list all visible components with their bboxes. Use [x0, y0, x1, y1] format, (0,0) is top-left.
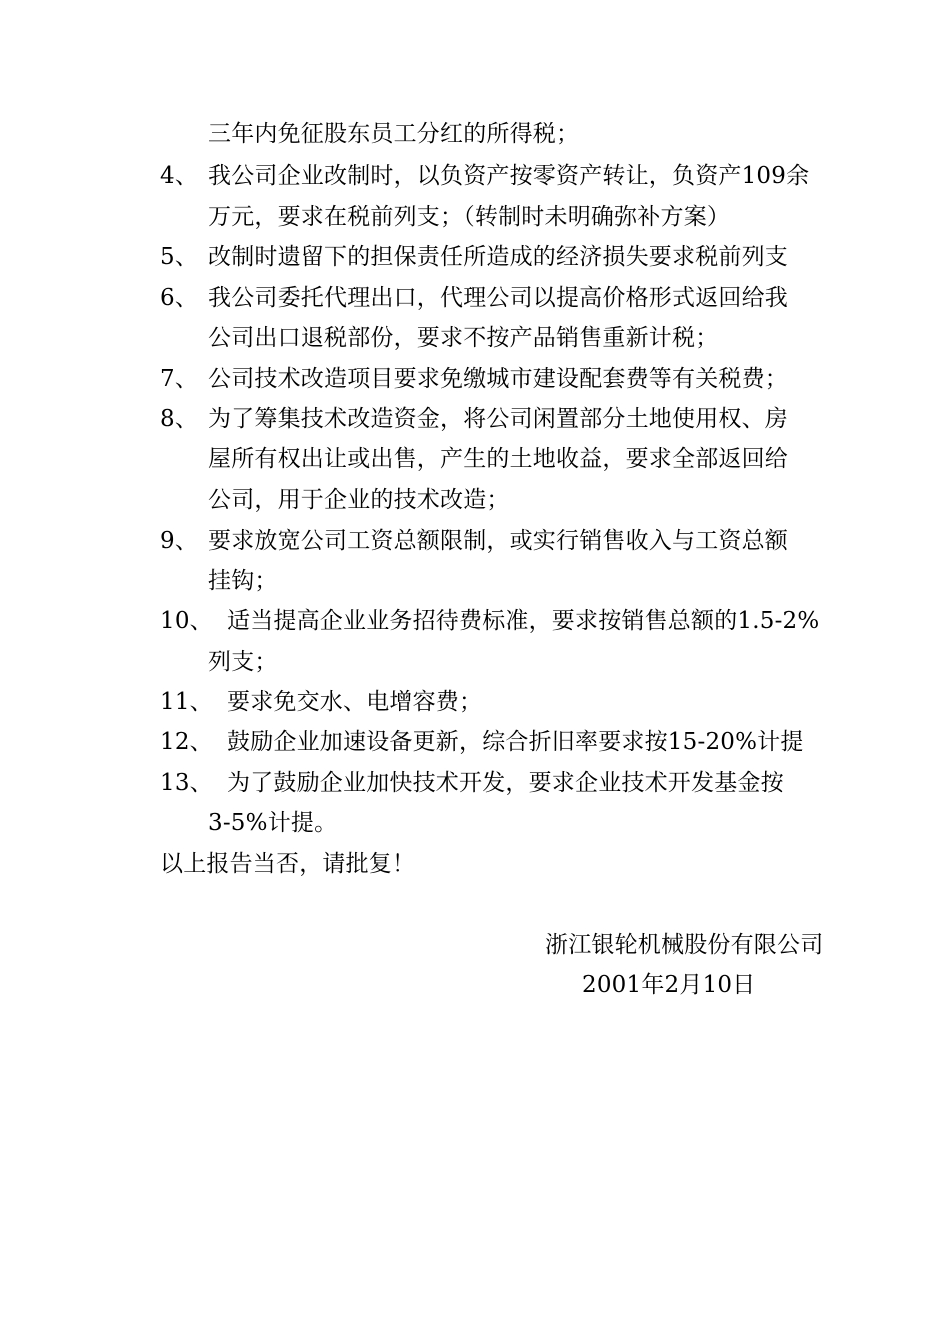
item-line: 要求放宽公司工资总额限制，或实行销售收入与工资总额 [208, 528, 788, 554]
item-line: 适当提高企业业务招待费标准，要求按销售总额的1.5-2% [227, 608, 820, 634]
item-line: 为了筹集技术改造资金，将公司闲置部分土地使用权、房 [208, 406, 788, 432]
item-line: 公司出口退税部份，要求不按产品销售重新计税； [208, 325, 719, 351]
item-number: 8、 [160, 406, 199, 432]
item-number: 13、 [160, 770, 213, 796]
item-line: 公司技术改造项目要求免缴城市建设配套费等有关税费； [208, 366, 788, 392]
item-number: 10、 [160, 608, 213, 634]
item-line: 公司，用于企业的技术改造； [208, 487, 510, 513]
item-line: 要求免交水、电增容费； [227, 689, 483, 715]
item-number: 12、 [160, 729, 213, 755]
item-line: 3-5%计提。 [208, 810, 338, 836]
item-number: 5、 [160, 244, 199, 270]
item-number: 9、 [160, 528, 199, 554]
closing-line: 以上报告当否，请批复！ [160, 851, 416, 877]
signature-date: 2001年2月10日 [582, 972, 756, 998]
item-number: 6、 [160, 285, 199, 311]
item-line: 为了鼓励企业加快技术开发，要求企业技术开发基金按 [227, 770, 784, 796]
item-line: 鼓励企业加速设备更新，综合折旧率要求按15-20%计提 [227, 729, 804, 755]
item-number: 4、 [160, 163, 199, 189]
item-line: 我公司委托代理出口，代理公司以提高价格形式返回给我 [208, 285, 788, 311]
item-number: 7、 [160, 366, 199, 392]
item-line: 屋所有权出让或出售，产生的土地收益，要求全部返回给 [208, 446, 788, 472]
signature-company: 浙江银轮机械股份有限公司 [545, 932, 824, 958]
item-number: 11、 [160, 689, 213, 715]
item-line: 挂钩； [208, 568, 278, 594]
item-line: 我公司企业改制时，以负资产按零资产转让，负资产109余 [208, 163, 810, 189]
item-line: 万元，要求在税前列支；（转制时未明确弥补方案） [208, 204, 731, 230]
continuation-line: 三年内免征股东员工分红的所得税； [208, 121, 580, 147]
item-line: 列支； [208, 649, 278, 675]
item-line: 改制时遗留下的担保责任所造成的经济损失要求税前列支 [208, 244, 788, 270]
